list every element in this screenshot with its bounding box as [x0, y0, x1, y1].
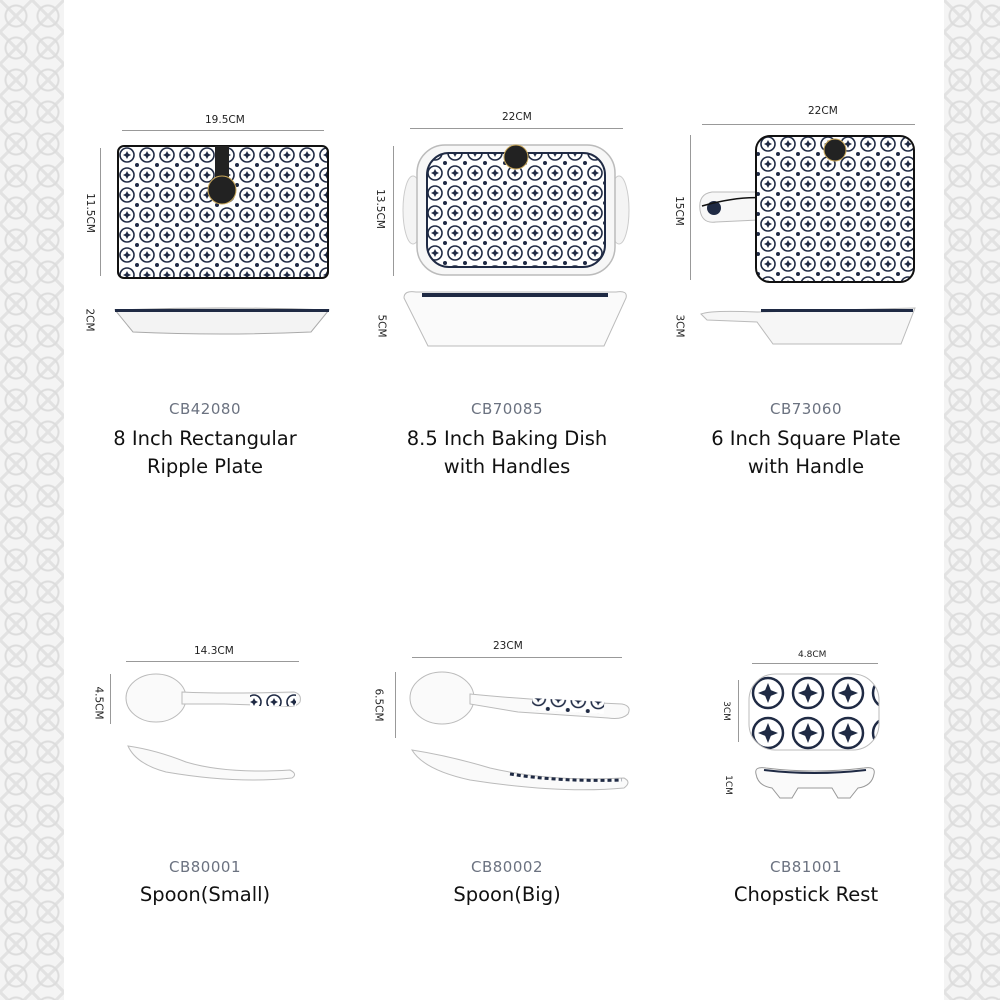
height-dimension: 13.5CM	[373, 189, 386, 229]
product-name-line1: 6 Inch Square Plate	[711, 427, 901, 450]
product-code: CB42080	[169, 400, 241, 418]
height-dimension: 15CM	[672, 196, 685, 226]
height-dimension: 11.5CM	[83, 193, 96, 233]
big-spoon-side-image	[410, 748, 630, 792]
width-dimension: 19.5CM	[205, 114, 245, 126]
depth-dimension: 2CM	[83, 308, 96, 332]
height-dimension: 3CM	[720, 701, 731, 721]
chopstick-rest-top-image	[748, 673, 880, 751]
rectangular-plate-top-image	[117, 145, 329, 279]
baking-dish-side-image	[404, 290, 628, 350]
product-name: Chopstick Rest	[733, 883, 879, 906]
left-decorative-border	[0, 0, 64, 1000]
product-name: Spoon(Small)	[139, 883, 271, 906]
width-dimension: 23CM	[493, 640, 523, 652]
small-spoon-side-image	[126, 744, 298, 784]
product-name-line2: with Handles	[443, 455, 571, 478]
depth-dimension: 1CM	[722, 775, 733, 795]
width-dimension: 14.3CM	[194, 645, 234, 657]
chopstick-rest-side-image	[752, 764, 878, 804]
height-dimension: 4.5CM	[92, 686, 105, 720]
product-name-line1: 8 Inch Rectangular	[113, 427, 297, 450]
product-code: CB70085	[471, 400, 543, 418]
product-code: CB81001	[770, 858, 842, 876]
rectangular-plate-side-image	[115, 306, 330, 336]
width-dimension: 4.8CM	[798, 650, 827, 660]
square-plate-side-image	[701, 306, 917, 348]
width-dimension: 22CM	[502, 111, 532, 123]
height-dimension: 6.5CM	[372, 688, 385, 722]
depth-dimension: 5CM	[375, 314, 388, 338]
product-name-line2: Ripple Plate	[146, 455, 264, 478]
baking-dish-top-image	[405, 143, 627, 277]
product-name-line1: 8.5 Inch Baking Dish	[406, 427, 608, 450]
right-decorative-border	[944, 0, 1000, 1000]
square-plate-top-image	[698, 134, 918, 286]
product-name-line2: with Handle	[747, 455, 865, 478]
product-code: CB73060	[770, 400, 842, 418]
product-name: Spoon(Big)	[453, 883, 561, 906]
depth-dimension: 3CM	[673, 314, 686, 338]
small-spoon-top-image	[124, 672, 302, 724]
big-spoon-top-image	[408, 670, 632, 728]
product-code: CB80001	[169, 858, 241, 876]
product-code: CB80002	[471, 858, 543, 876]
width-dimension: 22CM	[808, 105, 838, 117]
